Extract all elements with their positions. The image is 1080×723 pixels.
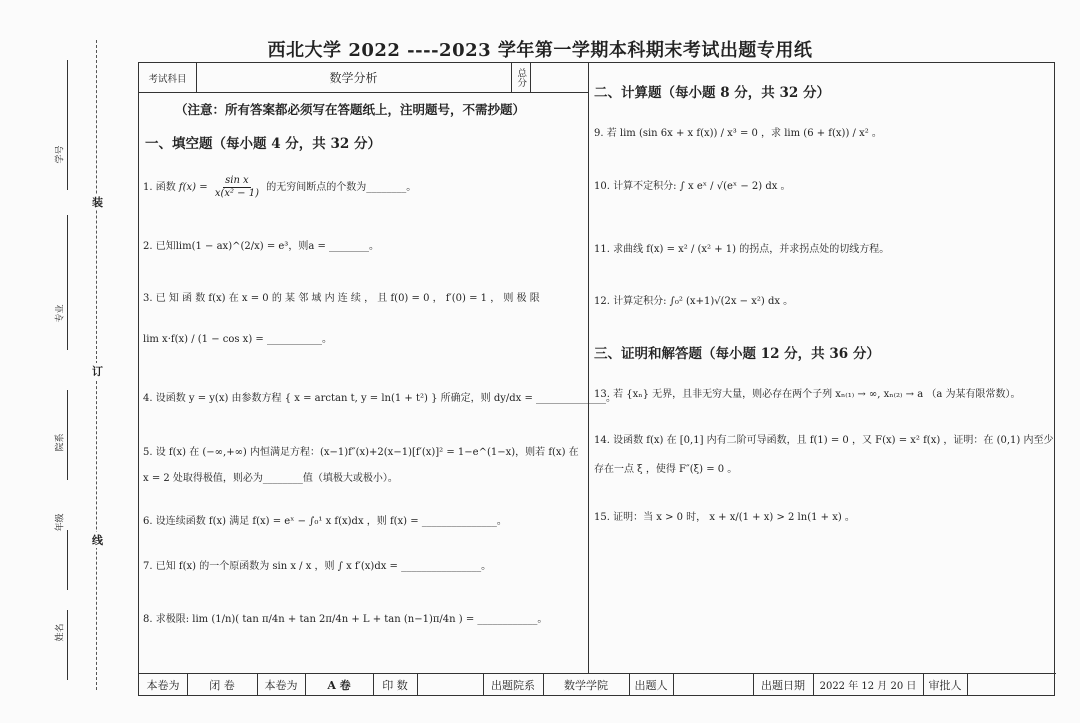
footer-row <box>139 673 1056 696</box>
question-14-line2: 存在一点 ξ ，使得 F″(ξ) = 0 。 <box>594 464 738 475</box>
question-5-line1: 5. 设 f(x) 在 (−∞,+∞) 内恒满足方程：(x−1)f″(x)+2(x−1)[f′(x)]² = 1−e^(1−x)，则若 f(x) 在 <box>143 447 579 458</box>
student-id-label: 学号 <box>55 145 66 164</box>
section3-heading: 三、证明和解答题（每小题 12 分，共 36 分） <box>594 346 880 362</box>
footer-cell: 出题人 <box>634 678 668 692</box>
subject-label: 考试科目 <box>148 73 187 85</box>
footer-cell: 本卷为 <box>146 678 180 692</box>
notice: （注意：所有答案都必须写在答题纸上，注明题号，不需抄题） <box>175 102 526 117</box>
question-8: 8. 求极限: lim (1/n)( tan π/4n + tan 2π/4n + L + tan (n−1)π/4n ) = ____________。 <box>143 614 548 625</box>
subject-value: 数学分析 <box>329 71 378 85</box>
question-10: 10. 计算不定积分: ∫ x eˣ / √(eˣ − 2) dx 。 <box>594 181 791 192</box>
question-12: 12. 计算定积分: ∫₀² (x+1)√(2x − x²) dx 。 <box>594 296 794 307</box>
dept-line <box>67 390 68 480</box>
footer-cell: 本卷为 <box>264 678 298 692</box>
binding-mark-zhuang: 装 <box>92 196 103 209</box>
exam-sheet <box>138 62 1055 696</box>
major-line <box>67 215 68 350</box>
name-label: 姓名 <box>55 623 66 642</box>
dept-label: 院系 <box>55 433 66 452</box>
question-3-line1: 3. 已 知 函 数 f(x) 在 x = 0 的 某 邻 域 内 连 续 ， 且 f(0) = 0 ， f′(0) = 1 ， 则 极 限 <box>143 293 540 304</box>
question-4: 4. 设函数 y = y(x) 由参数方程 { x = arctan t, y = ln(1 + t²) } 所确定，则 dy/dx = ______________。 <box>143 393 617 404</box>
footer-cell: 出题日期 <box>761 678 805 692</box>
question-11: 11. 求曲线 f(x) = x² / (x² + 1) 的拐点，并求拐点处的切线方程。 <box>594 244 890 255</box>
footer-cell-empty <box>417 673 483 696</box>
footer-cell: 2022 年 12 月 20 日 <box>819 681 917 692</box>
footer-cell-empty <box>673 673 753 696</box>
grade-label: 年级 <box>55 513 66 532</box>
footer-cell: 印 数 <box>382 678 408 692</box>
column-divider <box>588 63 589 673</box>
top-row-bottom <box>139 92 589 93</box>
total-score-label: 总分 <box>515 68 527 87</box>
section1-heading: 一、填空题（每小题 4 分，共 32 分） <box>145 136 381 152</box>
page-title: 西北大学 2022 ----2023 学年第一学期本科期末考试出题专用纸 <box>267 40 813 61</box>
section2-heading: 二、计算题（每小题 8 分，共 32 分） <box>594 85 830 101</box>
question-7: 7. 已知 f(x) 的一个原函数为 sin x / x ，则 ∫ x f′(x)dx = ________________。 <box>143 561 492 572</box>
major-label: 专业 <box>55 304 66 323</box>
question-14-line1: 14. 设函数 f(x) 在 [0,1] 内有二阶可导函数，且 f(1) = 0 ，又 F(x) = x² f(x) ，证明：在 (0,1) 内至少 <box>594 435 1054 446</box>
q1-prefix: 1. 函数 <box>143 182 176 193</box>
question-13: 13. 若 {xₙ} 无界，且非无穷大量，则必存在两个子列 xₙ₍₁₎ → ∞, xₙ₍₂₎ → a （a 为某有限常数）。 <box>594 389 1021 400</box>
question-2: 2. 已知lim(1 − ax)^(2/x) = e³，则a = ________。 <box>143 241 380 252</box>
question-6: 6. 设连续函数 f(x) 满足 f(x) = eˣ − ∫₀¹ x f(x)dx ，则 f(x) = _______________。 <box>143 516 507 527</box>
footer-cell: 数学学院 <box>564 678 608 692</box>
grade-line <box>67 530 68 590</box>
q1-fraction: $\frac{\text{sin x}}{\text{x(x² − 1)}}$ <box>214 175 260 199</box>
q1-suffix: 的无穷间断点的个数为________。 <box>266 182 417 193</box>
question-1: 1. 函数 f(x) = $\frac{\text{sin x}}{\text{x(x² − 1)}}$ 的无穷间断点的个数为________。 <box>143 175 417 199</box>
question-3-line2: lim x·f(x) / (1 − cos x) = ___________。 <box>143 334 332 345</box>
binding-mark-xian: 线 <box>92 534 103 547</box>
footer-cell: 出题院系 <box>491 678 535 692</box>
footer-cell: 审批人 <box>928 678 962 692</box>
name-line <box>67 610 68 680</box>
footer-cell: 闭 卷 <box>209 678 235 692</box>
question-5-line2: x = 2 处取得极值，则必为________值（填极大或极小）。 <box>143 473 398 484</box>
footer-cell-empty <box>967 673 1055 696</box>
binding-mark-ding: 订 <box>92 365 103 378</box>
footer-cell: A 卷 <box>327 678 351 692</box>
question-9: 9. 若 lim (sin 6x + x f(x)) / x³ = 0 ，求 lim (6 + f(x)) / x² 。 <box>594 128 882 139</box>
student-id-line <box>67 60 68 190</box>
binding-margin <box>0 0 138 723</box>
question-15: 15. 证明：当 x > 0 时， x + x/(1 + x) > 2 ln(1 + x) 。 <box>594 512 855 523</box>
